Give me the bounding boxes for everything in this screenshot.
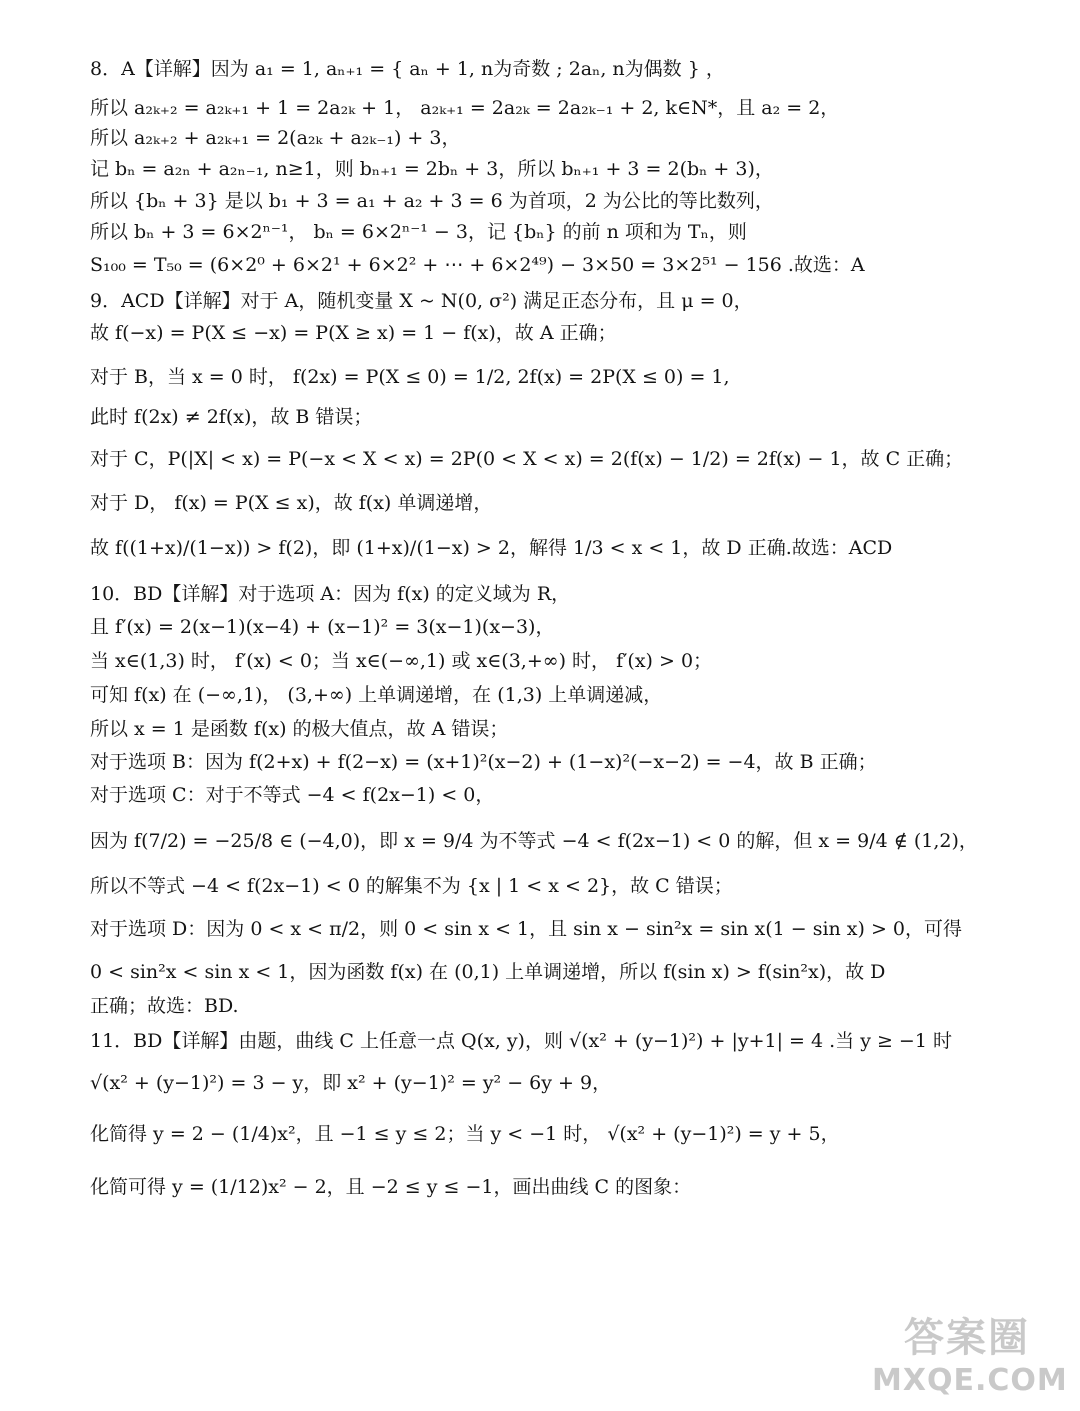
watermark-site: MXQE.COM [872,1363,1068,1398]
text-line: 所以 a₂ₖ₊₂ + a₂ₖ₊₁ = 2(a₂ₖ + a₂ₖ₋₁) + 3， [90,127,461,149]
text-line: S₁₀₀ = T₅₀ = (6×2⁰ + 6×2¹ + 6×2² + ⋯ + 6×2⁴⁹) − 3×50 = 3×2⁵¹ − 156 .故选：A [90,254,865,276]
watermark-mark: 答案圈 [904,1315,1030,1361]
text-line: 对于选项 B：因为 f(2+x) + f(2−x) = (x+1)²(x−2) + (1−x)²(−x−2) = −4，故 B 正确； [90,751,877,773]
text-line: 对于 B，当 x = 0 时， f(2x) = P(X ≤ 0) = 1/2, 2f(x) = 2P(X ≤ 0) = 1, [90,366,730,388]
text-line: 化简可得 y = (1/12)x² − 2，且 −2 ≤ y ≤ −1，画出曲线 C 的图象： [90,1176,692,1198]
text-line: 对于选项 D：因为 0 < x < π/2，则 0 < sin x < 1，且 sin x − sin²x = sin x(1 − sin x) > 0，可得 [90,918,963,940]
text-line: 对于 C，P(|X| < x) = P(−x < X < x) = 2P(0 < X < x) = 2(f(x) − 1/2) = 2f(x) − 1，故 C 正确； [90,448,964,470]
text-line: 此时 f(2x) ≠ 2f(x)，故 B 错误； [90,406,373,428]
text-line: 所以 a₂ₖ₊₂ = a₂ₖ₊₁ + 1 = 2a₂ₖ + 1， a₂ₖ₊₁ = 2a₂ₖ = 2a₂ₖ₋₁ + 2, k∈N*，且 a₂ = 2， [90,97,840,119]
text-line: 当 x∈(1,3) 时， f′(x) < 0；当 x∈(−∞,1) 或 x∈(3,+∞) 时， f′(x) > 0； [90,650,713,672]
text-line: 8．A【详解】因为 a₁ = 1, aₙ₊₁ = { aₙ + 1, n为奇数 ; 2aₙ, n为偶数 } ， [90,58,725,80]
text-line: 9．ACD【详解】对于 A，随机变量 X ~ N(0, σ²) 满足正态分布，且 μ = 0， [90,290,753,312]
text-line: 因为 f(7/2) = −25/8 ∈ (−4,0)，即 x = 9/4 为不等式 −4 < f(2x−1) < 0 的解，但 x = 9/4 ∉ (1,2)， [90,830,978,852]
text-line: 对于 D， f(x) = P(X ≤ x)，故 f(x) 单调递增， [90,492,493,514]
text-line: 记 bₙ = a₂ₙ + a₂ₙ₋₁, n≥1，则 bₙ₊₁ = 2bₙ + 3，所以 bₙ₊₁ + 3 = 2(bₙ + 3)， [90,158,774,180]
text-line: 故 f(−x) = P(X ≤ −x) = P(X ≥ x) = 1 − f(x)，故 A 正确； [90,322,617,344]
text-line: 0 < sin²x < sin x < 1，因为函数 f(x) 在 (0,1) 上单调递增，所以 f(sin x) > f(sin²x)，故 D [90,961,886,983]
text-line: 所以 x = 1 是函数 f(x) 的极大值点，故 A 错误； [90,718,509,740]
text-line: 10．BD【详解】对于选项 A：因为 f(x) 的定义域为 R， [90,583,571,605]
text-line: 可知 f(x) 在 (−∞,1)， (3,+∞) 上单调递增，在 (1,3) 上单调递减， [90,684,663,706]
text-line: 对于选项 C：对于不等式 −4 < f(2x−1) < 0， [90,784,495,806]
text-line: 所以 bₙ + 3 = 6×2ⁿ⁻¹， bₙ = 6×2ⁿ⁻¹ − 3，记 {bₙ} 的前 n 项和为 Tₙ，则 [90,221,747,243]
text-line: 正确；故选：BD. [90,995,239,1017]
text-line: 所以 {bₙ + 3} 是以 b₁ + 3 = a₁ + a₂ + 3 = 6 为首项，2 为公比的等比数列， [90,190,774,212]
text-line: 故 f((1+x)/(1−x)) > f(2)，即 (1+x)/(1−x) > 2，解得 1/3 < x < 1，故 D 正确.故选：ACD [90,537,893,559]
text-line: 且 f′(x) = 2(x−1)(x−4) + (x−1)² = 3(x−1)(x−3)， [90,616,555,638]
text-line: 11．BD【详解】由题，曲线 C 上任意一点 Q(x, y)，则 √(x² + (y−1)²) + |y+1| = 4 .当 y ≥ −1 时 [90,1030,952,1052]
text-line: √(x² + (y−1)²) = 3 − y，即 x² + (y−1)² = y² − 6y + 9， [90,1072,612,1094]
watermark-logo [872,1313,1068,1405]
text-line: 所以不等式 −4 < f(2x−1) < 0 的解集不为 {x | 1 < x < 2}，故 C 错误； [90,875,733,897]
text-line: 化简得 y = 2 − (1/4)x²，且 −1 ≤ y ≤ 2；当 y < −1 时， √(x² + (y−1)²) = y + 5， [90,1123,840,1145]
